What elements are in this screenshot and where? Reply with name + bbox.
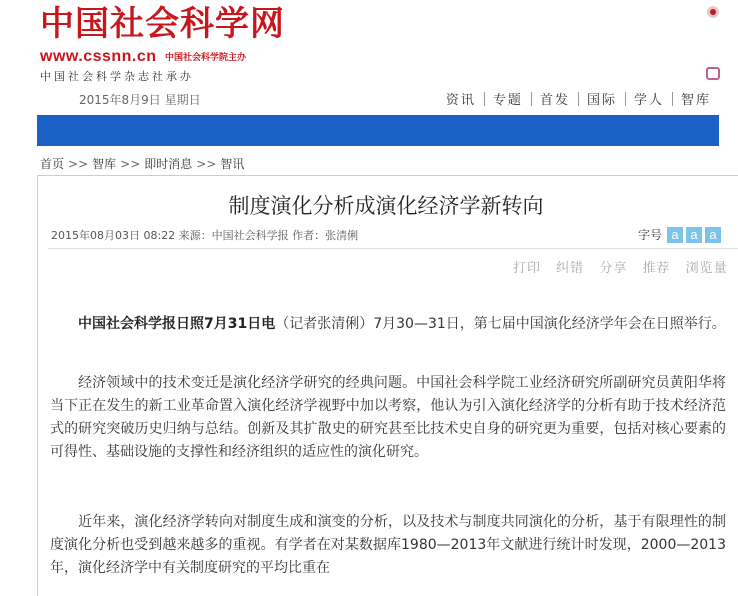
blue-nav-bar: [37, 115, 719, 146]
paragraph-3-text: 近年来，演化经济学转向对制度生成和演变的分析，以及技术与制度共同演化的分析，基于有限理性的制度演化分析也受到越来越多的重视。有学者在对某数据库1980—2013年文献进行统计时发现，2000—2013年，演化经济学中有关制度研究的平均比重在: [50, 514, 726, 576]
current-date: 2015年8月9日 星期日: [79, 93, 201, 107]
article-paragraph-1: [50, 313, 726, 336]
breadcrumb-separator: >>: [68, 157, 89, 171]
meta-divider: [48, 248, 738, 249]
top-corner-icon[interactable]: [699, 5, 719, 19]
logo-title: 中国社会科学网: [40, 4, 285, 44]
font-size-medium-button[interactable]: a: [686, 227, 702, 243]
nav-item-scholars[interactable]: 学人: [633, 93, 664, 108]
nav-item-think-tank[interactable]: 智库: [680, 93, 711, 108]
breadcrumb-zhixun[interactable]: 智讯: [220, 157, 245, 171]
font-size-control: [638, 226, 724, 243]
paragraph-1-text: （记者张清俐）7月30—31日，第七届中国演化经济学年会在日照举行。: [275, 316, 726, 332]
dateline: 中国社会科学报日照7月31日电: [78, 316, 276, 332]
article-tools: [513, 257, 738, 276]
nav-item-topics[interactable]: 专题: [492, 93, 523, 108]
top-nav: [438, 89, 719, 108]
article-meta: 2015年08月03日 08:22 来源：中国社会科学报 作者：张清俐: [51, 229, 359, 242]
font-size-large-button[interactable]: a: [667, 227, 683, 243]
font-size-label: 字号: [638, 228, 663, 242]
article-paragraph-2: [50, 372, 726, 464]
recommend-link[interactable]: 推荐: [642, 261, 671, 276]
print-link[interactable]: 打印: [513, 261, 542, 276]
logo-host: 中国社会科学院主办: [165, 53, 247, 63]
breadcrumb: [40, 155, 244, 172]
breadcrumb-home[interactable]: 首页: [40, 157, 65, 171]
article-paragraph-3: [50, 511, 726, 580]
breadcrumb-separator: >>: [196, 157, 217, 171]
paragraph-2-text: 经济领域中的技术变迁是演化经济学研究的经典问题。中国社会科学院工业经济研究所副研究员黄阳华将当下正在发生的新工业革命置入演化经济学视野中加以考察，他认为引入演化经济学的分析有助于技术经济范式的研究突破历史归纳与总结。创新及其扩散史的研究甚至比技术史自身的研究更为重要，包括对核心要素的可得性、基础设施的支撑性和经济组织的适应性的演化研究。: [50, 375, 726, 460]
nav-item-news[interactable]: 资讯: [445, 93, 476, 108]
site-logo[interactable]: [40, 4, 285, 86]
breadcrumb-separator: >>: [120, 157, 141, 171]
article-title: 制度演化分析成演化经济学新转向: [228, 194, 544, 218]
side-corner-icon[interactable]: [705, 66, 719, 80]
font-size-small-button[interactable]: a: [705, 227, 721, 243]
article-panel: [37, 175, 738, 596]
logo-publisher: 中国社会科学杂志社承办: [40, 70, 194, 83]
logo-url: www.cssnn.cn: [40, 48, 157, 65]
share-link[interactable]: 分享: [599, 261, 628, 276]
breadcrumb-think-tank[interactable]: 智库: [92, 157, 117, 171]
nav-item-first-release[interactable]: 首发: [539, 93, 570, 108]
report-error-link[interactable]: 纠错: [556, 261, 585, 276]
view-count-label: 浏览量: [685, 261, 728, 276]
breadcrumb-instant-news[interactable]: 即时消息: [144, 157, 193, 171]
nav-item-international[interactable]: 国际: [586, 93, 617, 108]
